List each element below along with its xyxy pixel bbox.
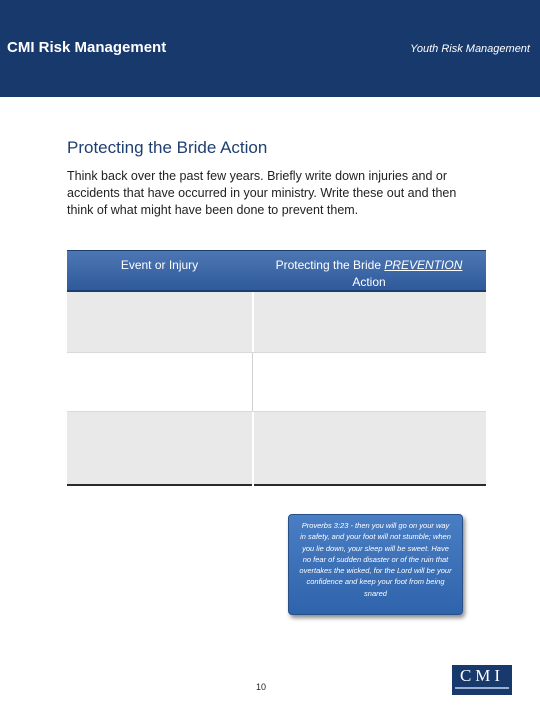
action-table [67, 250, 486, 487]
logo-underline [455, 687, 509, 689]
logo-text: CMI [459, 666, 505, 685]
section-title: Protecting the Bride Action [67, 138, 268, 157]
table-header [67, 250, 486, 292]
column-header-prefix: Protecting the Bride [275, 258, 385, 272]
page-header [0, 0, 540, 97]
intro-paragraph: Think back over the past few years. Briefly write down injuries and or accidents that have occurred in your ministry. Write these out and then think of what might have been done to prevent them. [67, 169, 457, 217]
table-row [67, 412, 486, 486]
row-divider [67, 411, 486, 412]
row-divider [67, 352, 486, 353]
scripture-callout: Proverbs 3:23 - then you will go on your way in safety, and your foot will not stumble; when you lie down, your sleep will be sweet. Have no fear of sudden disaster or of the ruin that overtakes the wicked, for the Lord will be your confidence and keep your foot from being snared [288, 514, 463, 615]
column-header-emphasis: PREVENTION [384, 258, 463, 272]
header-title: CMI Risk Management [7, 39, 167, 56]
column-header-event: Event or Injury [120, 258, 199, 272]
table-row [67, 352, 486, 412]
column-header-prevention [252, 257, 486, 291]
column-header-suffix: Action [352, 275, 386, 289]
column-divider-line [252, 352, 253, 412]
page-number: 10 [256, 682, 267, 692]
cmi-logo [452, 665, 512, 695]
header-subtitle: Youth Risk Management [410, 43, 530, 55]
table-row [67, 292, 486, 352]
